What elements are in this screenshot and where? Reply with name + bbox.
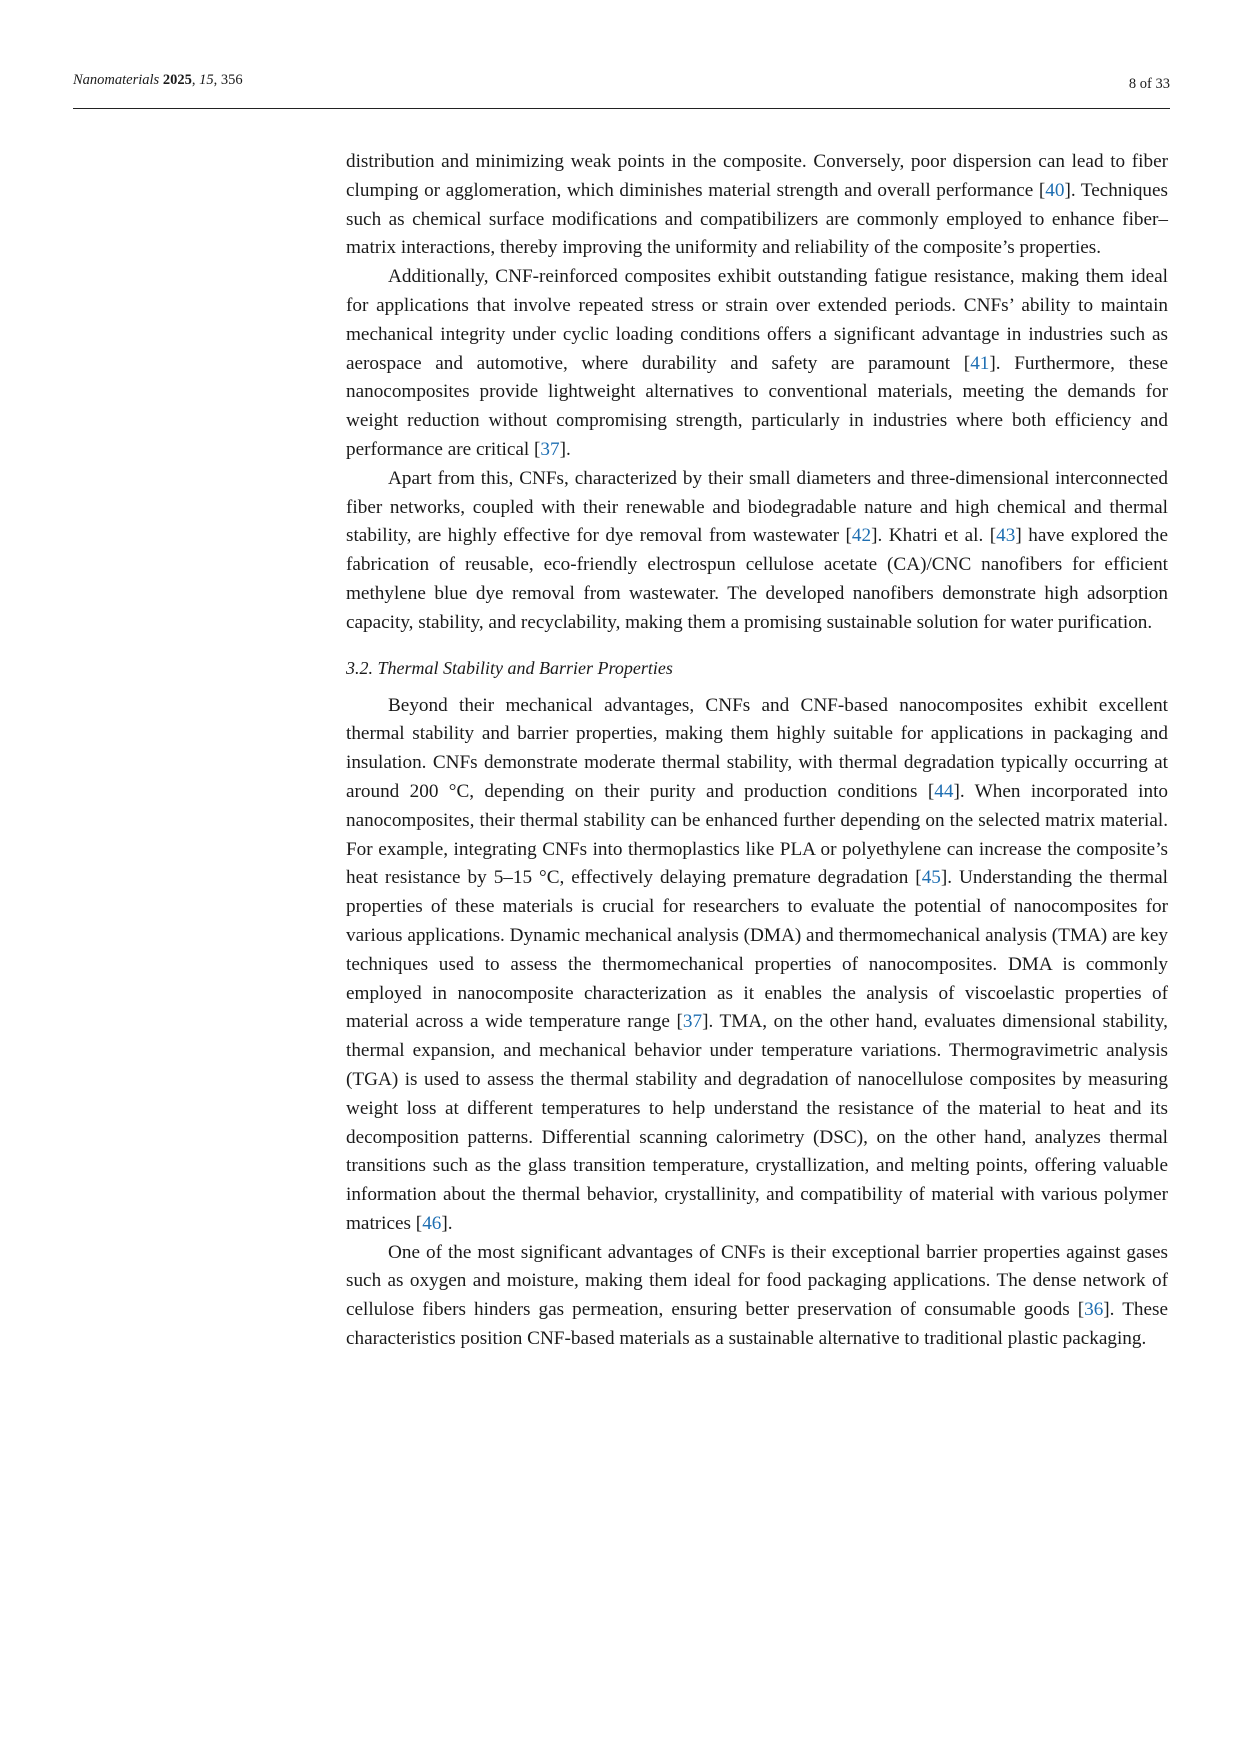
citation-link[interactable]: 37 [540,438,560,460]
paragraph: Apart from this, CNFs, characterized by their small diameters and three-dimensional interconnected fiber networks, coupled with their renewable and biodegradable nature and high chemical and thermal stability, are highly effective for dye removal from wastewater [42]. Khatri et al. [43] have explored the fabrication of reusable, eco-friendly electrospun cellulose acetate (CA)/CNC nanofibers for efficient methylene blue dye removal from wastewater. The developed nanofibers demonstrate high adsorption capacity, stability, and recyclability, making them a promising sustainable solution for water purification. [346,467,1168,633]
separator: , [213,72,221,88]
journal-citation [73,72,243,89]
paragraph-group-1 [346,148,1168,638]
journal-volume: 15 [199,72,214,88]
paragraph-group-2 [346,692,1168,1354]
paragraph: One of the most significant advantages of CNFs is their exceptional barrier properties against gases such as oxygen and moisture, making them ideal for food packaging applications. The dense network of cellulose fibers hinders gas permeation, ensuring better preservation of consumable goods [36]. These characteristics position CNF-based materials as a sustainable alternative to traditional plastic packaging. [346,1241,1169,1350]
citation-link[interactable]: 44 [934,780,954,802]
citation-link[interactable]: 45 [921,867,941,889]
citation-link[interactable]: 41 [970,352,990,374]
journal-name: Nanomaterials [73,72,160,88]
citation-link[interactable]: 42 [851,525,872,547]
citation-link[interactable]: 46 [422,1212,442,1234]
section-heading: 3.2. Thermal Stability and Barrier Properties [346,657,673,678]
article-number: 356 [220,72,243,88]
paragraph: Beyond their mechanical advantages, CNFs and CNF-based nanocomposites exhibit excellent thermal stability and barrier properties, making them highly suitable for applications in packaging and insulation. CNFs demonstrate moderate thermal stability, with thermal degradation typically occurring at around 200 °C, depending on their purity and production conditions [44]. When incorporated into nanocomposites, their thermal stability can be enhanced further depending on the selected matrix material. For example, integrating CNFs into thermoplastics like PLA or polyethylene can increase the composite’s heat resistance by 5–15 °C, effectively delaying premature degradation [45]. Understanding the thermal properties of these materials is crucial for researchers to evaluate the potential of nanocomposites for various applications. Dynamic mechanical analysis (DMA) and thermomechanical analysis (TMA) are key techniques used to assess the thermomechanical properties of nanocomposites. DMA is commonly employed in nanocomposite characterization as it enables the analysis of viscoelastic properties of material across a wide temperature range [37]. TMA, on the other hand, evaluates dimensional stability, thermal expansion, and mechanical behavior under temperature variations. Thermogravimetric analysis (TGA) is used to assess the thermal stability and degradation of nanocellulose composites by measuring weight loss at different temperatures to help understand the resistance of the material to heat and its decomposition patterns. Differential scanning calorimetry (DSC), on the other hand, analyzes thermal transitions such as the glass transition temperature, crystallization, and melting points, offering valuable information about the thermal behavior, crystallinity, and compatibility of material with various polymer matrices [46]. [346,694,1168,1234]
separator: , [191,72,200,88]
paragraph: distribution and minimizing weak points in the composite. Conversely, poor dispersion can lead to fiber clumping or agglomeration, which diminishes material strength and overall performance [40]. Techniques such as chemical surface modifications and compatibilizers are commonly employed to enhance fiber–matrix interactions, thereby improving the uniformity and reliability of the composite’s properties. [346,151,1168,259]
running-header [73,72,1170,109]
body-text [346,148,1168,1354]
citation-link[interactable]: 37 [682,1011,703,1033]
citation-link[interactable]: 43 [996,525,1016,547]
citation-link[interactable]: 36 [1084,1299,1104,1321]
page-number: 8 of 33 [1128,76,1170,92]
paragraph: Additionally, CNF-reinforced composites exhibit outstanding fatigue resistance, making them ideal for applications that involve repeated stress or strain over extended periods. CNFs’ ability to maintain mechanical integrity under cyclic loading conditions offers a significant advantage in industries such as aerospace and automotive, where durability and safety are paramount [41]. Furthermore, these nanocomposites provide lightweight alternatives to conventional materials, meeting the demands for weight reduction without compromising strength, particularly in industries where both efficiency and performance are critical [37]. [346,266,1168,460]
citation-link[interactable]: 40 [1045,179,1065,201]
journal-year: 2025 [162,72,192,88]
